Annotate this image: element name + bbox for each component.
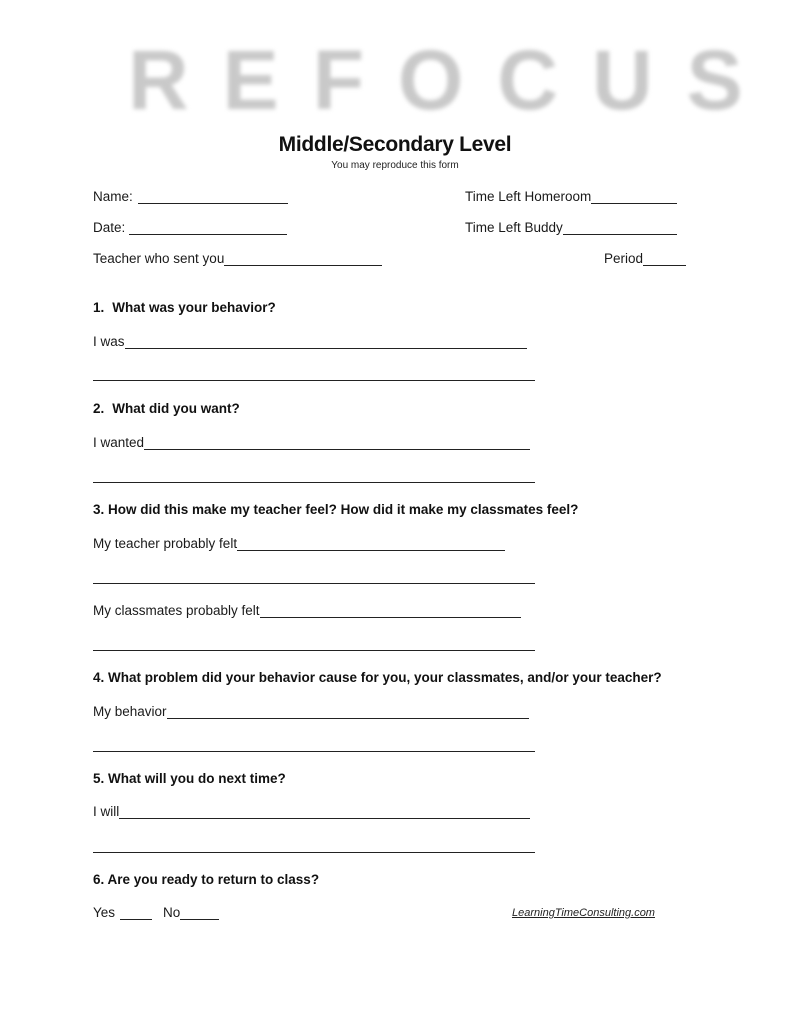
date-field[interactable] xyxy=(93,220,287,235)
question-1-answer-line-2[interactable] xyxy=(93,379,535,381)
page-title: Middle/Secondary Level xyxy=(278,133,512,156)
question-4-text: 4. What problem did your behavior cause for you, your classmates, and/or your teacher? xyxy=(93,670,662,685)
question-6-text: 6. Are you ready to return to class? xyxy=(93,872,320,887)
question-3-answer-line-2[interactable] xyxy=(93,582,535,584)
question-5-blank[interactable] xyxy=(119,804,530,819)
question-3-answer-line-1[interactable] xyxy=(93,536,505,551)
time-left-buddy-label: Time Left Buddy xyxy=(465,220,563,235)
question-3-text: 3. How did this make my teacher feel? How did it make my classmates feel? xyxy=(93,502,579,517)
period-field[interactable] xyxy=(604,251,686,266)
question-3-prompt-classmates: My classmates probably felt xyxy=(93,603,260,618)
answer-yes-label: Yes xyxy=(93,905,116,920)
time-left-homeroom-label: Time Left Homeroom xyxy=(465,189,592,204)
question-3-teacher-blank[interactable] xyxy=(237,536,505,551)
time-left-buddy-blank[interactable] xyxy=(563,220,677,235)
date-label: Date: xyxy=(93,220,126,235)
question-2-prompt: I wanted xyxy=(93,435,145,450)
question-2-answer-line-1[interactable] xyxy=(93,435,530,450)
answer-yes[interactable] xyxy=(93,905,152,920)
teacher-blank[interactable] xyxy=(224,251,382,266)
question-4-answer-line-1[interactable] xyxy=(93,704,529,719)
question-6-heading xyxy=(93,872,319,887)
question-5-answer-line-1[interactable] xyxy=(93,804,530,819)
question-5-text: 5. What will you do next time? xyxy=(93,771,286,786)
name-label: Name: xyxy=(93,189,133,204)
question-2-blank[interactable] xyxy=(144,435,530,450)
answer-no-blank[interactable] xyxy=(180,905,219,920)
answer-no-label: No xyxy=(163,905,181,920)
question-5-answer-line-2[interactable] xyxy=(93,851,535,853)
question-2-answer-line-2[interactable] xyxy=(93,481,535,483)
name-field[interactable] xyxy=(93,189,288,204)
question-2-number: 2. xyxy=(93,401,105,416)
teacher-field[interactable] xyxy=(93,251,382,266)
date-blank[interactable] xyxy=(129,220,287,235)
question-3-prompt-teacher: My teacher probably felt xyxy=(93,536,238,551)
question-1-blank[interactable] xyxy=(125,334,527,349)
question-1-text: What was your behavior? xyxy=(112,300,276,315)
refocus-banner: REFOCUS xyxy=(128,33,777,127)
question-1-heading xyxy=(93,300,276,315)
period-blank[interactable] xyxy=(643,251,686,266)
question-2-text: What did you want? xyxy=(112,401,240,416)
question-1-prompt: I was xyxy=(93,334,125,349)
question-1-answer-line-1[interactable] xyxy=(93,334,527,349)
footer-website-link[interactable]: LearningTimeConsulting.com xyxy=(512,907,655,919)
question-5-prompt: I will xyxy=(93,804,120,819)
answer-no[interactable] xyxy=(163,905,219,920)
question-3-heading xyxy=(93,502,578,517)
question-5-heading xyxy=(93,771,286,786)
question-3-answer-line-3[interactable] xyxy=(93,603,521,618)
question-3-answer-line-4[interactable] xyxy=(93,649,535,651)
period-label: Period xyxy=(604,251,644,266)
time-left-buddy-field[interactable] xyxy=(465,220,677,235)
time-left-homeroom-field[interactable] xyxy=(465,189,677,204)
page-subtitle: You may reproduce this form xyxy=(331,160,459,171)
question-1-number: 1. xyxy=(93,300,105,315)
teacher-label: Teacher who sent you xyxy=(93,251,225,266)
time-left-homeroom-blank[interactable] xyxy=(591,189,677,204)
question-3-classmates-blank[interactable] xyxy=(260,603,521,618)
question-4-heading xyxy=(93,670,662,685)
name-blank[interactable] xyxy=(138,189,288,204)
question-4-blank[interactable] xyxy=(167,704,529,719)
question-4-answer-line-2[interactable] xyxy=(93,750,535,752)
question-2-heading xyxy=(93,401,240,416)
answer-yes-blank[interactable] xyxy=(120,905,152,920)
question-4-prompt: My behavior xyxy=(93,704,167,719)
